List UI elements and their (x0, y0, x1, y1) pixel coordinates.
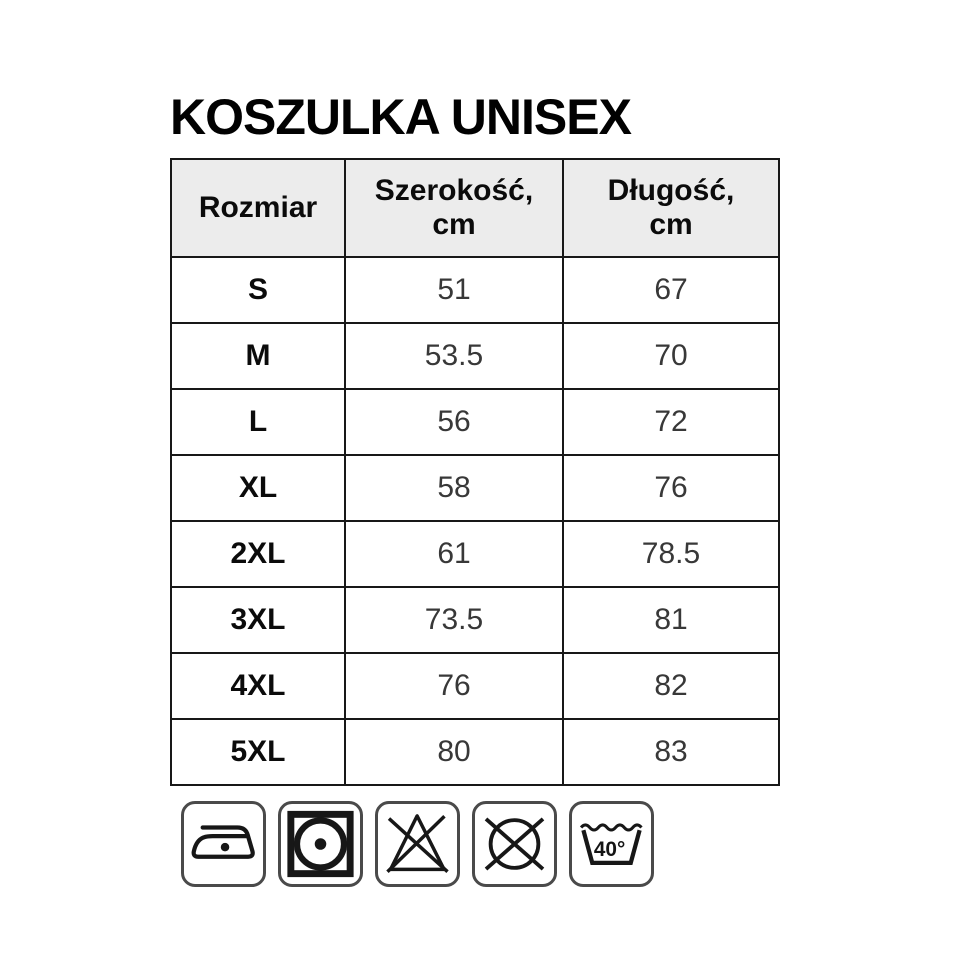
length-cell: 70 (563, 323, 779, 389)
column-header-length (563, 159, 779, 257)
table-row-2xl (171, 521, 779, 587)
care-icon-do-not-bleach (375, 801, 460, 887)
width-cell: 51 (345, 257, 563, 323)
length-cell: 83 (563, 719, 779, 785)
size-cell: 5XL (171, 719, 345, 785)
care-icon-tumble-dry (278, 801, 363, 887)
tumble-dry-one-dot-icon (282, 805, 359, 883)
length-cell: 81 (563, 587, 779, 653)
table-row-5xl (171, 719, 779, 785)
width-cell: 73.5 (345, 587, 563, 653)
width-cell: 56 (345, 389, 563, 455)
width-cell: 80 (345, 719, 563, 785)
iron-one-dot-icon (185, 805, 262, 883)
table-row-4xl (171, 653, 779, 719)
column-header-size (171, 159, 345, 257)
table-row-xl (171, 455, 779, 521)
length-cell: 72 (563, 389, 779, 455)
length-cell: 78.5 (563, 521, 779, 587)
column-header-width (345, 159, 563, 257)
table-header-row (171, 159, 779, 257)
size-cell: 2XL (171, 521, 345, 587)
wash-temperature-label: 40° (593, 837, 626, 861)
size-cell: S (171, 257, 345, 323)
table-row-3xl (171, 587, 779, 653)
column-header-length-label: Długość, (607, 174, 735, 207)
care-icon-do-not-dry-clean (472, 801, 557, 887)
table-row-s (171, 257, 779, 323)
care-icon-wash-40 (569, 801, 654, 887)
table-row-l (171, 389, 779, 455)
column-header-width-label: Szerokość, (374, 174, 534, 207)
size-cell: M (171, 323, 345, 389)
width-cell: 53.5 (345, 323, 563, 389)
size-cell: 3XL (171, 587, 345, 653)
care-icon-iron (181, 801, 266, 887)
wash-40-icon (573, 805, 650, 883)
column-header-width-unit: cm (432, 208, 476, 241)
column-header-size-label: Rozmiar (198, 191, 318, 224)
width-cell: 61 (345, 521, 563, 587)
do-not-dry-clean-icon (476, 805, 553, 883)
do-not-bleach-icon (379, 805, 456, 883)
page-title: KOSZULKA UNISEX (170, 89, 631, 145)
length-cell: 76 (563, 455, 779, 521)
care-icons-row (181, 801, 960, 887)
length-cell: 82 (563, 653, 779, 719)
size-table (170, 158, 780, 786)
size-cell: XL (171, 455, 345, 521)
size-cell: L (171, 389, 345, 455)
table-row-m (171, 323, 779, 389)
width-cell: 58 (345, 455, 563, 521)
length-cell: 67 (563, 257, 779, 323)
width-cell: 76 (345, 653, 563, 719)
size-cell: 4XL (171, 653, 345, 719)
column-header-length-unit: cm (649, 208, 693, 241)
